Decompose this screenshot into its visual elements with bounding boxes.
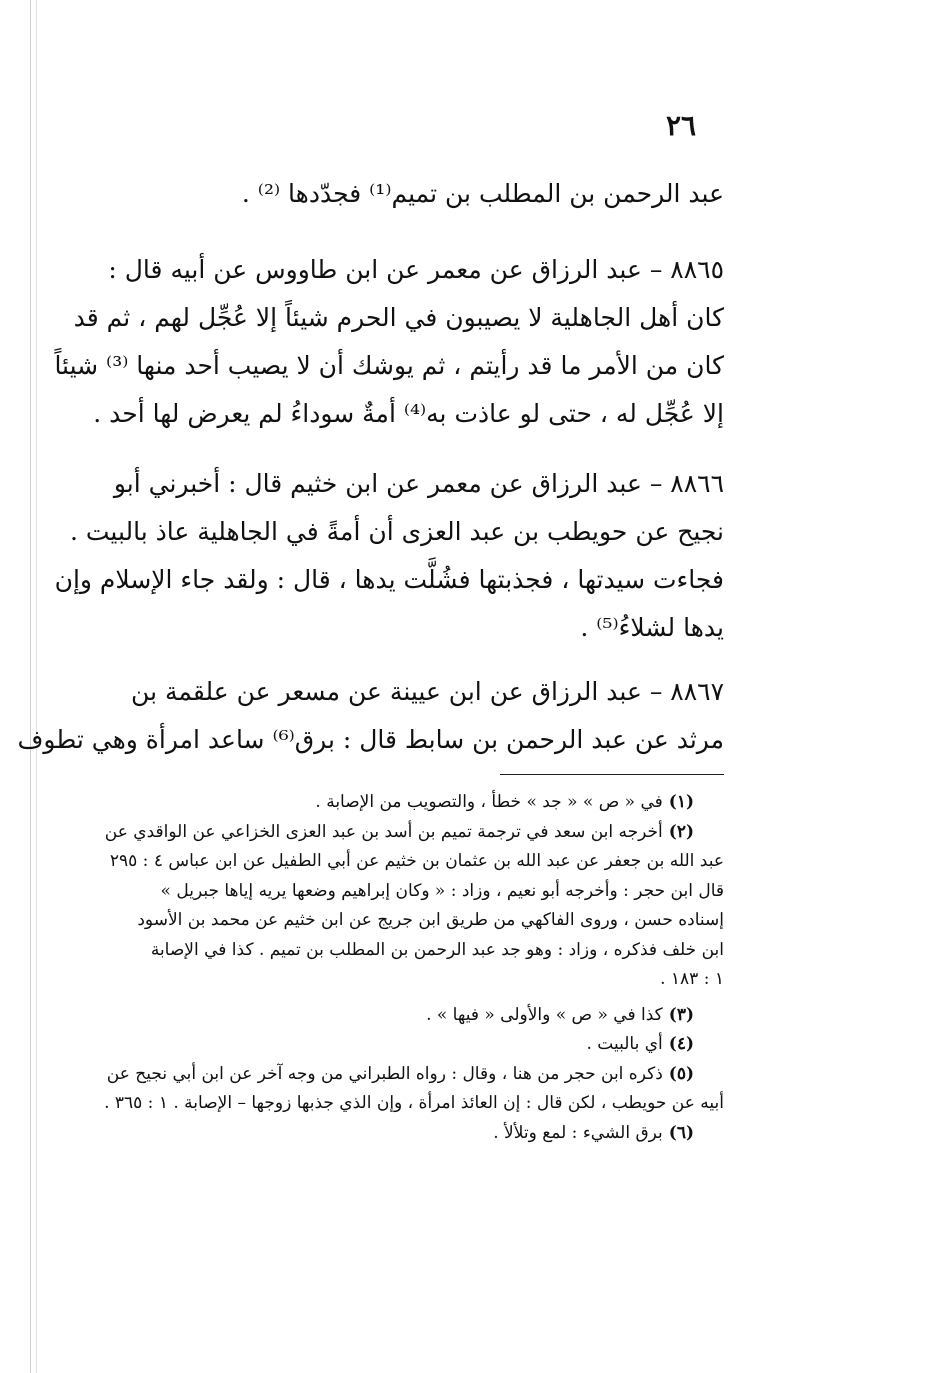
footnote-label: (٦) [668,1122,694,1143]
footnote-text: برق الشيء : لمع وتلألأ . [493,1122,663,1143]
footnote-1 [62,788,724,818]
footnote-3 [62,1001,724,1031]
footnote-4 [62,1030,724,1060]
footnote-text: قال ابن حجر : وأخرجه أبو نعيم ، وزاد : « وكان إبراهيم وضعها يريه إياها جبريل » [160,880,724,901]
footnote-6 [62,1119,724,1149]
footnote-label: (٤) [668,1034,694,1054]
paragraph-8867 [17,668,724,764]
paragraph-8865 [54,246,724,438]
text-line: نجيح عن حويطب بن عبد العزى أن أمةً في الجاهلية عاذ بالبيت . [69,517,724,546]
footnote-label: (١) [668,792,694,812]
footnote-divider [500,774,724,775]
footnote-text: كذا في « ص » والأولى « فيها » . [426,1004,663,1025]
text-line: كان أهل الجاهلية لا يصيبون في الحرم شيئاً إلا عُجِّل لهم ، ثم قد [73,303,724,332]
text-line: مرثد عن عبد الرحمن بن سابط قال : برق⁽⁶⁾ ساعد امرأة وهي تطوف [17,725,724,754]
text-line: يدها لشلاءُ⁽⁵⁾ . [580,613,724,642]
footnote-2 [62,818,724,995]
footnote-text: في « ص » « جد » خطأ ، والتصويب من الإصابة . [315,792,663,812]
footnote-text: ابن خلف فذكره ، وزاد : وهو جد عبد الرحمن بن المطلب بن تميم . كذا في الإصابة [150,939,724,960]
scan-margin-line [36,0,37,1373]
text-line: كان من الأمر ما قد رأيتم ، ثم يوشك أن لا يصيب أحد منها ⁽³⁾ شيئاً [54,351,724,380]
footnote-text: أي بالبيت . [586,1034,663,1054]
footnote-text: إسناده حسن ، وروى الفاكهي من طريق ابن جريج عن ابن خثيم عن محمد بن الأسود [137,910,724,930]
footnote-label: (٥) [668,1063,694,1084]
text-line: عبد الرحمن بن المطلب بن تميم⁽¹⁾ فجدّدها ⁽²⁾ . [241,179,724,208]
footnote-text: ذكره ابن حجر من هنا ، وقال : رواه الطبراني من وجه آخر عن ابن أبي نجيح عن [106,1063,663,1084]
footnote-label: (٣) [668,1004,694,1025]
footnote-text: عبد الله بن جعفر عن عبد الله بن عثمان بن خثيم عن أبي الطفيل عن ابن عباس ٤ : ٢٩٥ [109,851,724,871]
scan-margin-line [30,0,31,1373]
footnote-label: (٢) [668,821,694,842]
page-number: ٢٦ [666,109,697,142]
footnote-text: أبيه عن حويطب ، لكن قال : إن العائذ امرأة ، وإن الذي جذبها زوجها – الإصابة . ١ : ٣٦٥ . [104,1093,724,1113]
footnote-text: ١ : ١٨٣ . [660,969,724,989]
paragraph-1 [62,170,724,218]
text-line: إلا عُجِّل له ، حتى لو عاذت به⁽⁴⁾ أمةٌ سوداءُ لم يعرض لها أحد . [93,399,724,428]
text-line: ٨٨٦٦ – عبد الرزاق عن معمر عن ابن خثيم قال : أخبرني أبو [113,469,724,498]
footnotes [62,788,724,1148]
footnote-5 [62,1060,724,1119]
paragraph-8866 [54,460,724,652]
footnote-text: أخرجه ابن سعد في ترجمة تميم بن أسد بن عبد العزى الخزاعي عن الواقدي عن [104,821,663,842]
text-line: ٨٨٦٧ – عبد الرزاق عن ابن عيينة عن مسعر عن علقمة بن [131,677,724,706]
text-line: ٨٨٦٥ – عبد الرزاق عن معمر عن ابن طاووس عن أبيه قال : [108,255,724,284]
text-line: فجاءت سيدتها ، فجذبتها فشُلَّت يدها ، قال : ولقد جاء الإسلام وإن [54,565,724,594]
